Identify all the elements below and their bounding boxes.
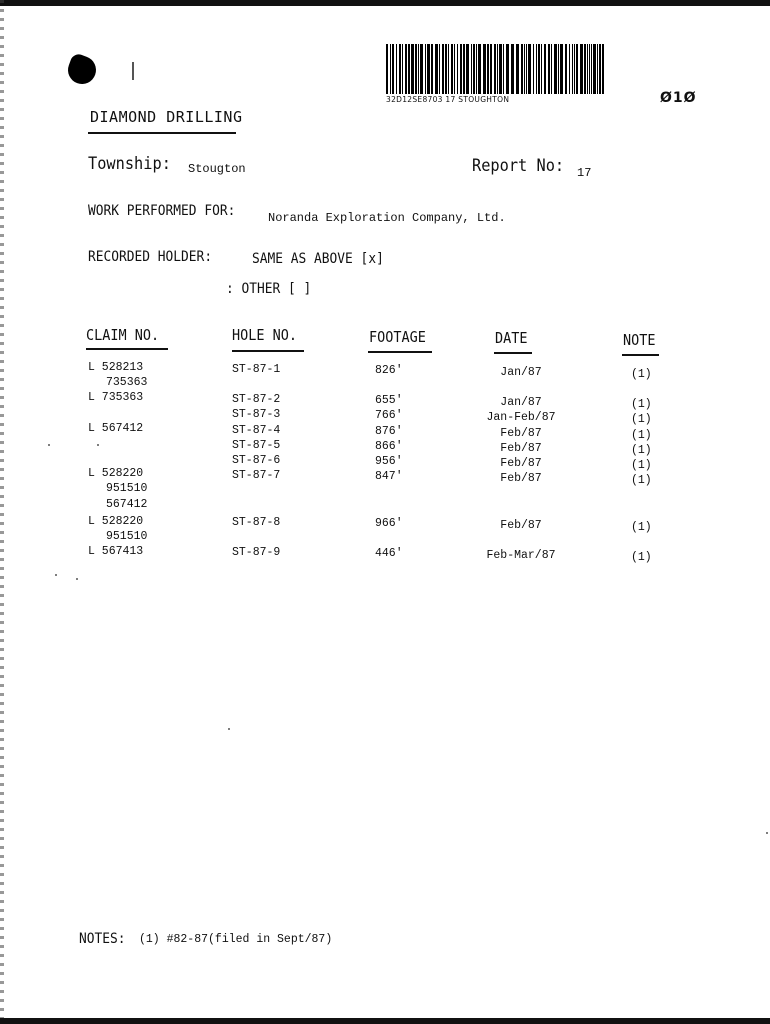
hole-cell: ST-87-3 xyxy=(232,408,281,421)
claim-cell: 735363 xyxy=(106,376,148,389)
barcode-bar xyxy=(396,44,397,94)
barcode-bar xyxy=(445,44,447,94)
barcode-bar xyxy=(587,44,588,94)
scan-speck xyxy=(228,728,230,730)
date-cell: Feb-Mar/87 xyxy=(486,549,556,562)
scan-speck xyxy=(48,444,50,446)
claim-cell: L 735363 xyxy=(88,391,144,404)
hole-cell: ST-87-2 xyxy=(232,393,281,406)
barcode-bar xyxy=(565,44,567,94)
barcode-bar xyxy=(503,44,504,94)
barcode-bar xyxy=(544,44,546,94)
other-holder-option: : OTHER [ ] xyxy=(226,281,312,297)
punch-hole-mark xyxy=(64,52,100,88)
barcode-bar xyxy=(487,44,489,94)
barcode-bar xyxy=(425,44,426,94)
barcode-caption: 32D12SE8703 17 STOUGHTON xyxy=(386,95,510,104)
column-header-footage: FOOTAGE xyxy=(369,328,426,346)
page-code: Ø1Ø xyxy=(660,90,697,106)
footage-cell: 766' xyxy=(375,409,403,422)
barcode-bar xyxy=(551,44,552,94)
barcode-bar xyxy=(435,44,438,94)
barcode-bar xyxy=(392,44,394,94)
barcode-bar xyxy=(526,44,527,94)
date-cell: Feb/87 xyxy=(500,427,542,440)
barcode-bar xyxy=(408,44,410,94)
claim-cell: L 567412 xyxy=(88,422,144,435)
hole-cell: ST-87-1 xyxy=(232,363,281,376)
column-header-hole: HOLE NO. xyxy=(232,326,298,344)
recorded-holder-value: SAME AS ABOVE [x] xyxy=(252,251,384,267)
recorded-holder-label: RECORDED HOLDER: xyxy=(88,249,213,265)
barcode-bar xyxy=(451,44,453,94)
barcode-bar xyxy=(473,44,475,94)
barcode-bar xyxy=(471,44,472,94)
barcode-bar xyxy=(405,44,407,94)
footage-header-rule xyxy=(368,351,432,353)
margin-tick-mark xyxy=(132,62,134,80)
date-cell: Feb/87 xyxy=(500,472,542,485)
claim-cell: L 528220 xyxy=(88,515,144,528)
date-cell: Jan/87 xyxy=(500,366,542,379)
barcode-bar xyxy=(411,44,414,94)
barcode-bar xyxy=(574,44,575,94)
barcode-bar xyxy=(415,44,417,94)
barcode-bar xyxy=(593,44,596,94)
barcode-bar xyxy=(463,44,465,94)
barcode-bar xyxy=(497,44,498,94)
scan-top-edge xyxy=(0,0,770,6)
column-header-date: DATE xyxy=(495,329,528,347)
claim-cell: 951510 xyxy=(106,530,148,543)
barcode-bar xyxy=(528,44,531,94)
claim-cell: L 528220 xyxy=(88,467,144,480)
date-cell: Jan/87 xyxy=(500,396,542,409)
date-cell: Jan-Feb/87 xyxy=(486,411,556,424)
hole-cell: ST-87-8 xyxy=(232,516,281,529)
barcode-bar xyxy=(602,44,604,94)
barcode-bar xyxy=(457,44,458,94)
footage-cell: 866' xyxy=(375,440,403,453)
township-value: Stougton xyxy=(188,162,246,176)
barcode-bar xyxy=(439,44,440,94)
barcode-bar xyxy=(541,44,542,94)
barcode-bar xyxy=(580,44,583,94)
scan-left-edge xyxy=(0,0,4,1024)
note-cell: (1) xyxy=(631,459,652,472)
barcode-bar xyxy=(499,44,502,94)
claim-cell: 567412 xyxy=(106,498,148,511)
barcode-bar xyxy=(511,44,514,94)
claim-cell: L 528213 xyxy=(88,361,144,374)
work-performed-value: Noranda Exploration Company, Ltd. xyxy=(268,211,506,225)
note-cell: (1) xyxy=(631,444,652,457)
barcode-bar xyxy=(506,44,509,94)
barcode-bar xyxy=(442,44,444,94)
barcode-bar xyxy=(536,44,537,94)
claim-cell: L 567413 xyxy=(88,545,144,558)
hole-cell: ST-87-9 xyxy=(232,546,281,559)
barcode-bar xyxy=(478,44,481,94)
barcode-bar xyxy=(466,44,469,94)
scan-speck xyxy=(766,832,768,834)
barcode-bar xyxy=(533,44,534,94)
barcode-bar xyxy=(427,44,430,94)
scan-bottom-edge xyxy=(0,1018,770,1024)
barcode-image xyxy=(386,44,604,94)
barcode-bar xyxy=(569,44,570,94)
barcode-bar xyxy=(420,44,423,94)
barcode-bar xyxy=(576,44,578,94)
hole-header-rule xyxy=(232,350,304,352)
barcode-bar xyxy=(584,44,586,94)
hole-cell: ST-87-6 xyxy=(232,454,281,467)
barcode-bar xyxy=(431,44,433,94)
footage-cell: 826' xyxy=(375,364,403,377)
barcode-bar xyxy=(483,44,486,94)
column-header-claim: CLAIM NO. xyxy=(86,326,160,344)
scan-speck xyxy=(97,444,99,446)
note-cell: (1) xyxy=(631,429,652,442)
note-cell: (1) xyxy=(631,474,652,487)
barcode-bar xyxy=(589,44,590,94)
barcode xyxy=(386,44,604,104)
barcode-bar xyxy=(516,44,519,94)
barcode-bar xyxy=(591,44,592,94)
barcode-bar xyxy=(560,44,563,94)
barcode-bar xyxy=(538,44,540,94)
column-header-note: NOTE xyxy=(623,331,656,349)
note-cell: (1) xyxy=(631,521,652,534)
note-cell: (1) xyxy=(631,551,652,564)
scan-speck xyxy=(55,574,57,576)
note-header-rule xyxy=(622,354,659,356)
barcode-bar xyxy=(476,44,477,94)
barcode-bar xyxy=(402,44,403,94)
footage-cell: 655' xyxy=(375,394,403,407)
note-cell: (1) xyxy=(631,398,652,411)
barcode-bar xyxy=(599,44,601,94)
notes-label: NOTES: xyxy=(79,931,126,947)
date-cell: Feb/87 xyxy=(500,519,542,532)
barcode-bar xyxy=(524,44,525,94)
barcode-bar xyxy=(521,44,523,94)
barcode-bar xyxy=(490,44,492,94)
barcode-bar xyxy=(572,44,573,94)
date-cell: Feb/87 xyxy=(500,457,542,470)
scan-speck xyxy=(76,578,78,580)
hole-cell: ST-87-5 xyxy=(232,439,281,452)
barcode-bar xyxy=(558,44,559,94)
document-title: DIAMOND DRILLING xyxy=(90,108,243,126)
date-cell: Feb/87 xyxy=(500,442,542,455)
barcode-bar xyxy=(418,44,419,94)
claim-header-rule xyxy=(86,348,168,350)
notes-value: (1) #82-87(filed in Sept/87) xyxy=(139,933,333,946)
barcode-bar xyxy=(454,44,455,94)
footage-cell: 966' xyxy=(375,517,403,530)
footage-cell: 956' xyxy=(375,455,403,468)
barcode-bar xyxy=(399,44,401,94)
date-header-rule xyxy=(494,352,532,354)
township-label: Township: xyxy=(88,154,171,174)
barcode-bar xyxy=(448,44,449,94)
work-performed-label: WORK PERFORMED FOR: xyxy=(88,203,236,219)
claim-cell: 951510 xyxy=(106,482,148,495)
footage-cell: 446' xyxy=(375,547,403,560)
report-number-value: 17 xyxy=(577,166,592,180)
barcode-bar xyxy=(597,44,598,94)
note-cell: (1) xyxy=(631,368,652,381)
barcode-bar xyxy=(494,44,496,94)
report-number-label: Report No: xyxy=(472,156,565,176)
footage-cell: 876' xyxy=(375,425,403,438)
barcode-bar xyxy=(554,44,557,94)
title-underline xyxy=(88,132,236,134)
barcode-bar xyxy=(386,44,388,94)
hole-cell: ST-87-4 xyxy=(232,424,281,437)
barcode-bar xyxy=(390,44,391,94)
barcode-bar xyxy=(548,44,550,94)
note-cell: (1) xyxy=(631,413,652,426)
hole-cell: ST-87-7 xyxy=(232,469,281,482)
footage-cell: 847' xyxy=(375,470,403,483)
barcode-bar xyxy=(460,44,462,94)
